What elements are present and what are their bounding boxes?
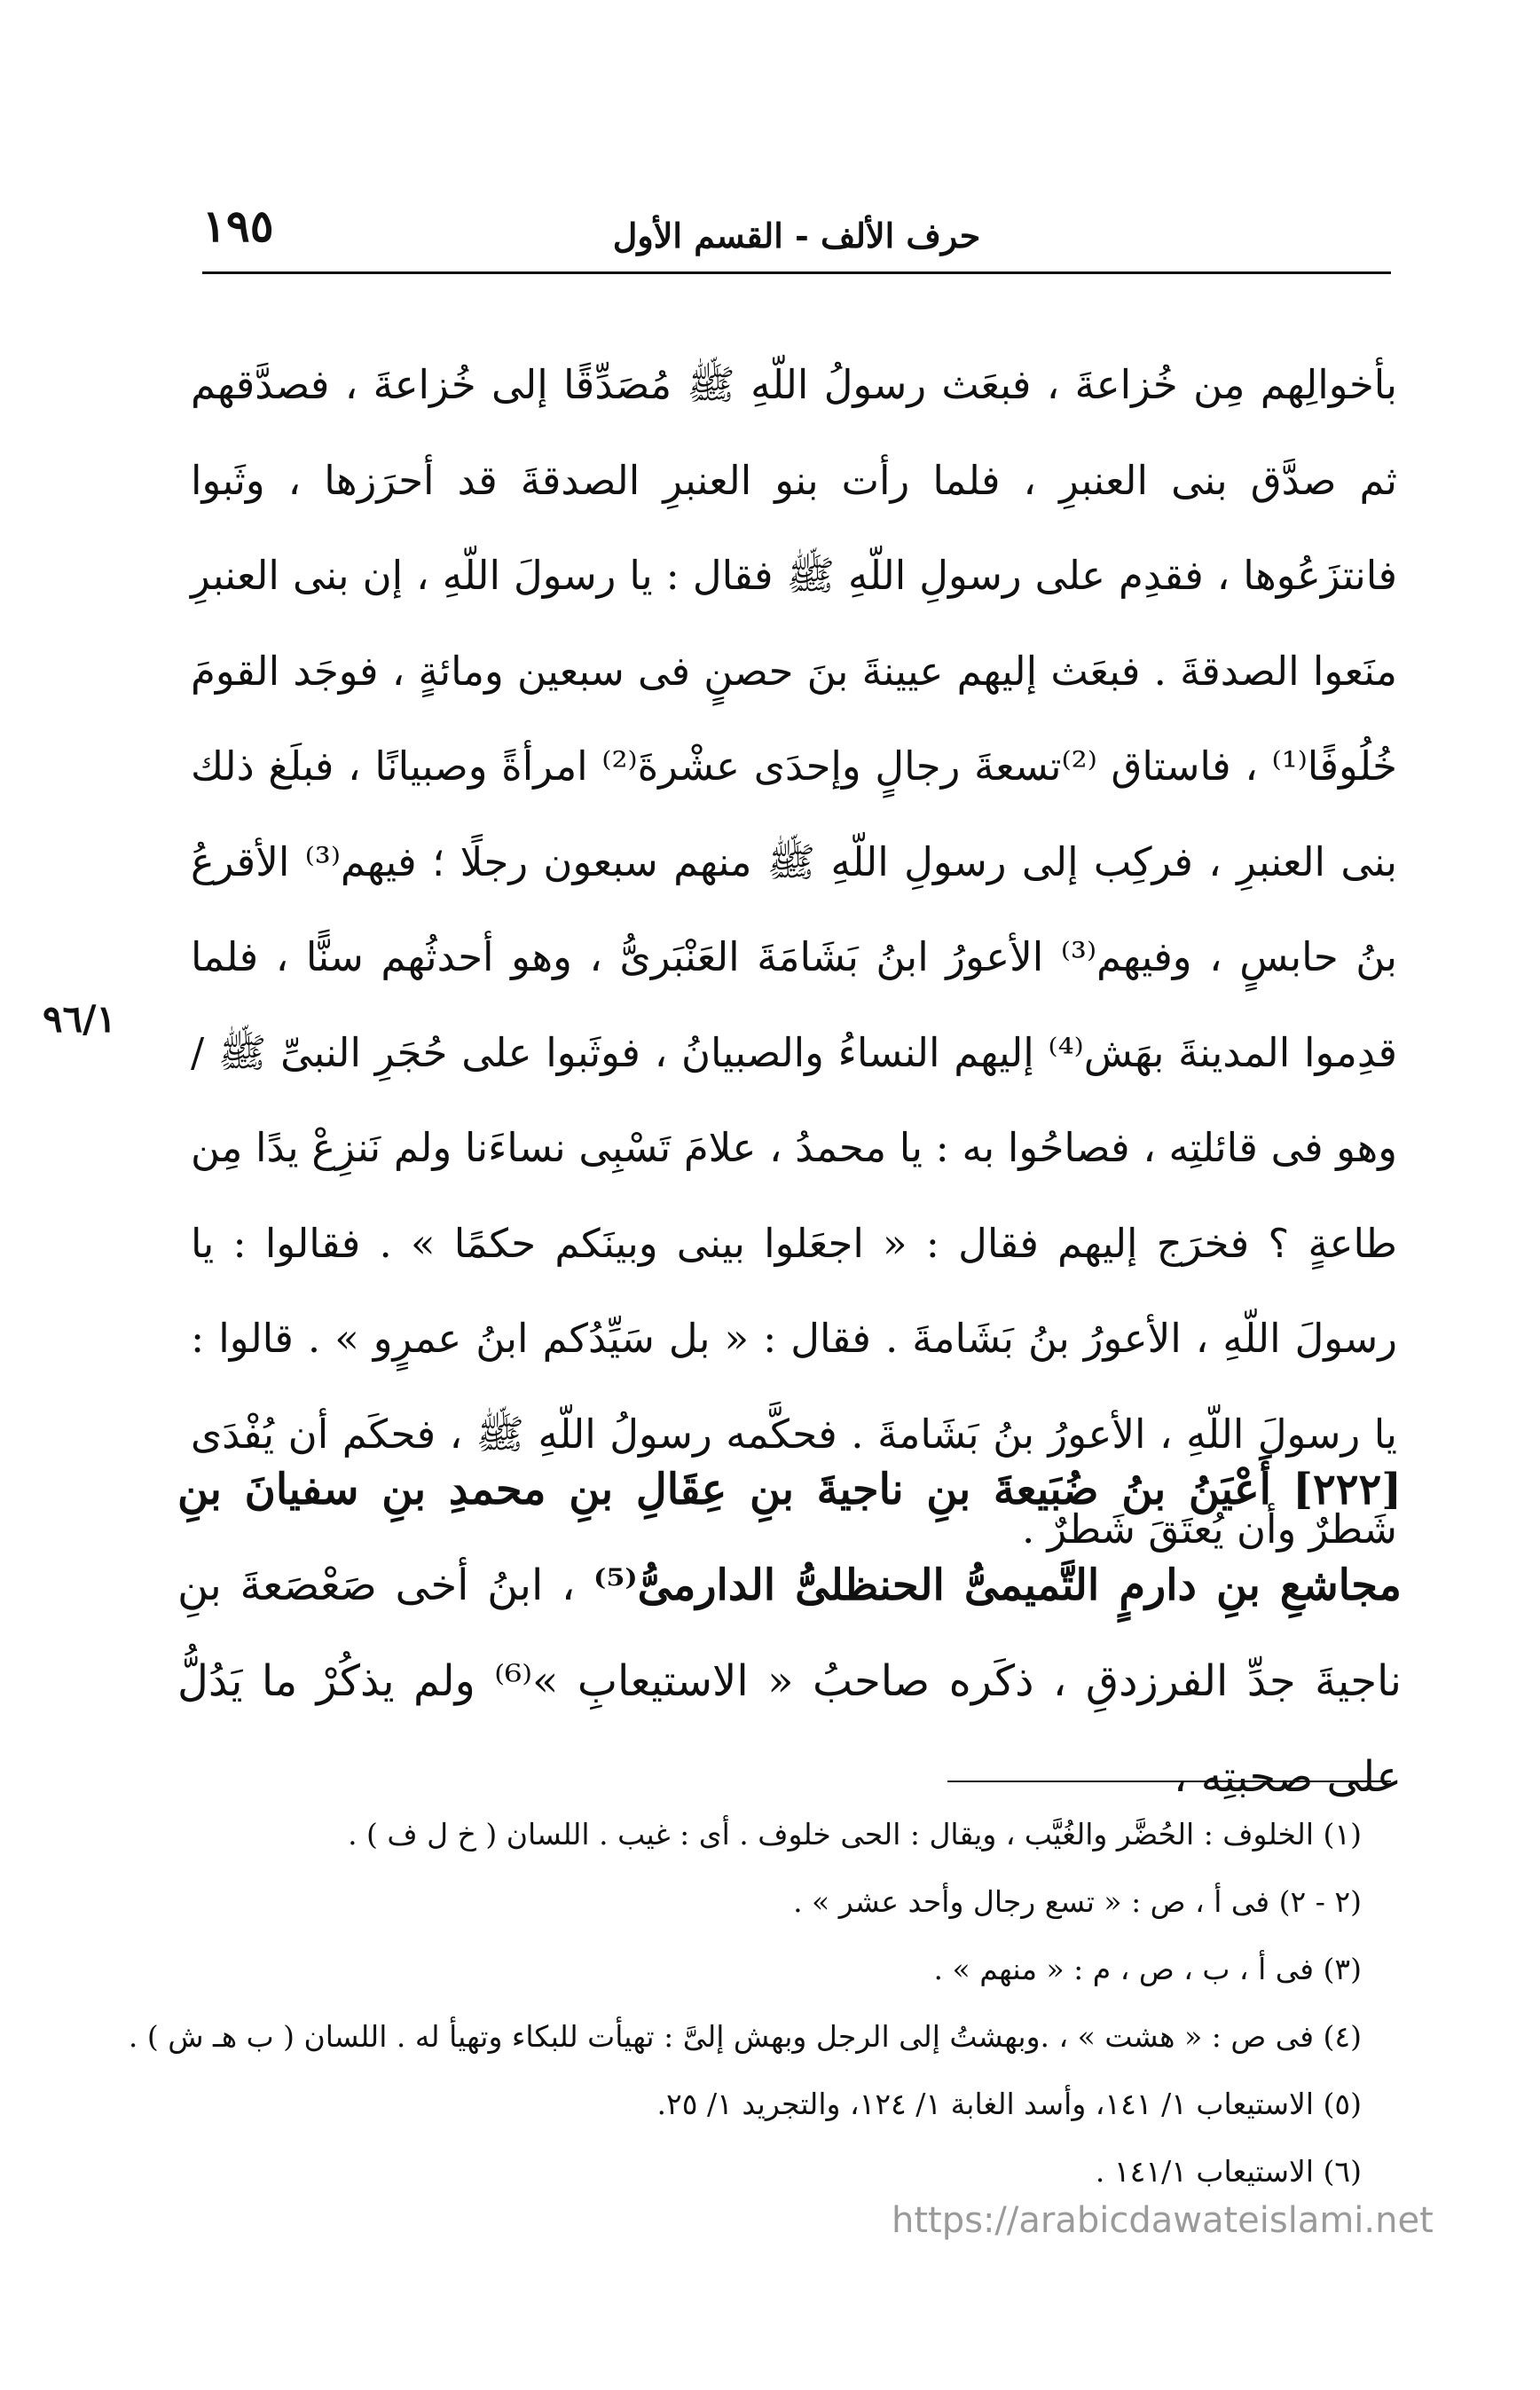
footnote-rule <box>947 1781 1391 1782</box>
footnote-item: (٣) فى أ ، ب ، ص ، م : « منهم » . <box>933 1952 1362 1986</box>
entry-name: أَعْيَنُ بنُ ضُبَيعةَ بنِ ناجيةَ بنِ عِقَالِ بنِ محمدِ بنِ سفيانَ بنِ مجاشعِ بنِ دارمٍ التَّميمىُّ الحنظلىُّ الدارمىُّ⁽⁵⁾ <box>177 1465 1402 1610</box>
biography-entry <box>177 1442 1402 1825</box>
footnote-item: (٤) فى ص : « هشت » ، .وبهشتُ إلى الرجل وبهش إلىَّ : تهيأت للبكاء وتهيأ له . اللسان ( ب هـ ش ) . <box>128 2019 1362 2054</box>
footnote-item: (٥) الاستيعاب ١/ ١٤١، وأسد الغابة ١/ ١٢٤، والتجريد ١/ ٢٥. <box>656 2087 1362 2121</box>
entry-text: ، ابنُ أخى صَعْصَعةَ بنِ ناجيةَ جدِّ الفرزدقِ ، ذكَره صاحبُ « الاستيعابِ »⁽⁶⁾ ولم يذكُرْ ما يَدُلُّ على صحبتِه ، <box>177 1561 1402 1802</box>
header-rule <box>202 271 1391 274</box>
page-header <box>202 191 1391 272</box>
main-paragraph: بأخوالِهم مِن خُزاعةَ ، فبعَث رسولُ اللّهِ ﷺ مُصَدِّقًا إلى خُزاعةَ ، فصدَّقهم ثم صدَّق بنى العنبرِ ، فلما رأت بنو العنبرِ الصدقةَ قد أحرَزها ، وثَبوا فانتزَعُوها ، فقدِم على رسولِ اللّهِ ﷺ فقال : يا رسولَ اللّهِ ، إن بنى العنبرِ منَعوا الصدقةَ . فبعَث إليهم عيينةَ بنَ حصنٍ فى سبعين ومائةٍ ، فوجَد القومَ خُلُوفًا⁽¹⁾ ، فاستاق ⁽²⁾تسعةَ رجالٍ وإحدَى عشْرةَ⁽²⁾ امرأةً وصبيانًا ، فبلَغ ذلك بنى العنبرِ ، فركِب إلى رسولِ اللّهِ ﷺ منهم سبعون رجلًا ؛ فيهم⁽³⁾ الأقرعُ بنُ حابسٍ ، وفيهم⁽³⁾ الأعورُ ابنُ بَشَامَةَ العَنْبَرىُّ ، وهو أحدثُهم سنًّا ، فلما قدِموا المدينةَ بهَش⁽⁴⁾ إليهم النساءُ والصبيانُ ، فوثَبوا على حُجَرِ النبىِّ ﷺ /وهو فى قائلتِه ، فصاحُوا به : يا محمدُ ، علامَ تَسْبِى نساءَنا ولم نَنزِعْ يدًا مِن طاعةٍ ؟ فخرَج إليهم فقال : « اجعَلوا بينى وبينَكم حكمًا » . فقالوا : يا رسولَ اللّهِ ، الأعورُ بنُ بَشَامةَ . فقال : « بل سَيِّدُكم ابنُ عمرٍو » . قالوا : يا رسولَ اللّهِ ، الأعورُ بنُ بَشَامةَ . فحكَّمه رسولُ اللّهِ ﷺ ، فحكَم أن يُفْدَى شَطرٌ وأن يُعتَقَ شَطرٌ . <box>191 361 1398 1553</box>
margin-note: ٩٦/١ <box>43 997 117 1041</box>
footnote-item: (١) الخلوف : الحُضَّر والغُيَّب ، ويقال : الحى خلوف . أى : غيب . اللسان ( خ ل ف ) . <box>348 1817 1362 1851</box>
footnote-item: (٦) الاستيعاب ١٤١/١ . <box>1095 2154 1362 2189</box>
entry-number: [٢٢٢] <box>1292 1465 1402 1514</box>
page-number: ١٩٥ <box>202 200 274 252</box>
footnotes <box>128 1801 1362 2205</box>
running-title: حرف الألف - القسم الأول <box>612 216 981 256</box>
main-text <box>191 337 1397 1577</box>
footnote-item: (٢ - ٢) فى أ ، ص : « تسع رجال وأحد عشر » . <box>793 1884 1362 1919</box>
watermark: https://arabicdawateislami.net <box>892 2200 1434 2241</box>
entry-paragraph <box>177 1442 1402 1825</box>
